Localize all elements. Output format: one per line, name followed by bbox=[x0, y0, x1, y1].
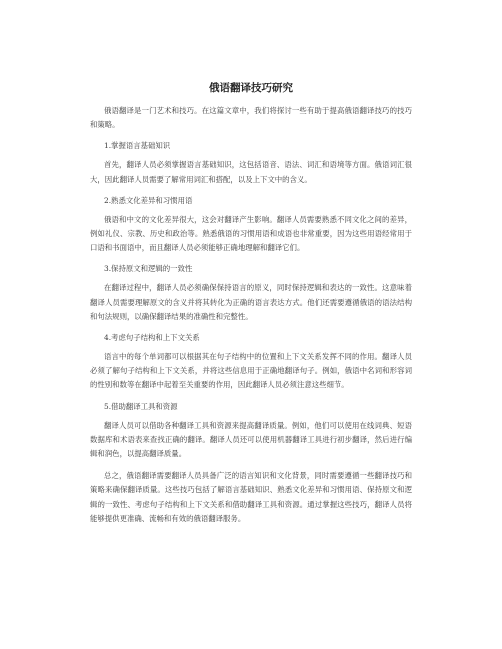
section-heading: 2.熟悉文化差异和习惯用语 bbox=[104, 195, 193, 205]
section-heading: 1.掌握语言基础知识 bbox=[104, 141, 171, 151]
intro-paragraph: 俄语翻译是一门艺术和技巧。在这篇文章中，我们将探讨一些有助于提高俄语翻译技巧的技巧和策略。 bbox=[90, 106, 412, 130]
document-body bbox=[90, 80, 412, 534]
section-body: 俄语和中文的文化差异很大，这会对翻译产生影响。翻译人员需要熟悉不同文化之间的差异，例如礼仪、宗教、历史和政治等。熟悉俄语的习惯用语和成语也非常重要，因为这些用语经常用于口语和书面语中，而且翻译人员必须能够正确地理解和翻译它们。 bbox=[90, 214, 412, 253]
section-heading: 3.保持原文和逻辑的一致性 bbox=[104, 264, 193, 274]
section-heading: 5.借助翻译工具和资源 bbox=[104, 401, 178, 411]
section-body: 首先，翻译人员必须掌握语言基础知识，这包括语音、语法、词汇和语境等方面。俄语词汇很大，因此翻译人员需要了解常用词汇和搭配，以及上下文中的含义。 bbox=[90, 160, 412, 184]
document-title: 俄语翻译技巧研究 bbox=[209, 82, 293, 94]
section-body: 翻译人员可以借助各种翻译工具和资源来提高翻译质量。例如，他们可以使用在线词典、短语数据库和术语表来查找正确的翻译。翻译人员还可以使用机器翻译工具进行初步翻译，然后进行编辑和润色，以提高翻译质量。 bbox=[90, 420, 412, 459]
conclusion-paragraph: 总之，俄语翻译需要翻译人员具备广泛的语言知识和文化背景，同时需要遵循一些翻译技巧和策略来确保翻译质量。这些技巧包括了解语言基础知识、熟悉文化差异和习惯用语、保持原文和逻辑的一致性、考虑句子结构和上下文关系和借助翻译工具和资源。通过掌握这些技巧，翻译人员将能够提供更准确、流畅和有效的俄语翻译服务。 bbox=[90, 471, 412, 523]
section-body: 语言中的每个单词都可以根据其在句子结构中的位置和上下文关系发挥不同的作用。翻译人员必须了解句子结构和上下文关系，并将这些信息用于正确地翻译句子。例如，俄语中名词和形容词的性别和数等在翻译中起着至关重要的作用，因此翻译人员必须注意这些细节。 bbox=[90, 352, 412, 390]
section-body: 在翻译过程中，翻译人员必须确保保持语言的原义，同时保持逻辑和表达的一致性。这意味着翻译人员需要理解原文的含义并将其转化为正确的语言表达方式。他们还需要遵循俄语的语法结构和句法规则，以确保翻译结果的准确性和完整性。 bbox=[90, 283, 412, 321]
section-heading: 4.考虑句子结构和上下文关系 bbox=[104, 333, 200, 343]
